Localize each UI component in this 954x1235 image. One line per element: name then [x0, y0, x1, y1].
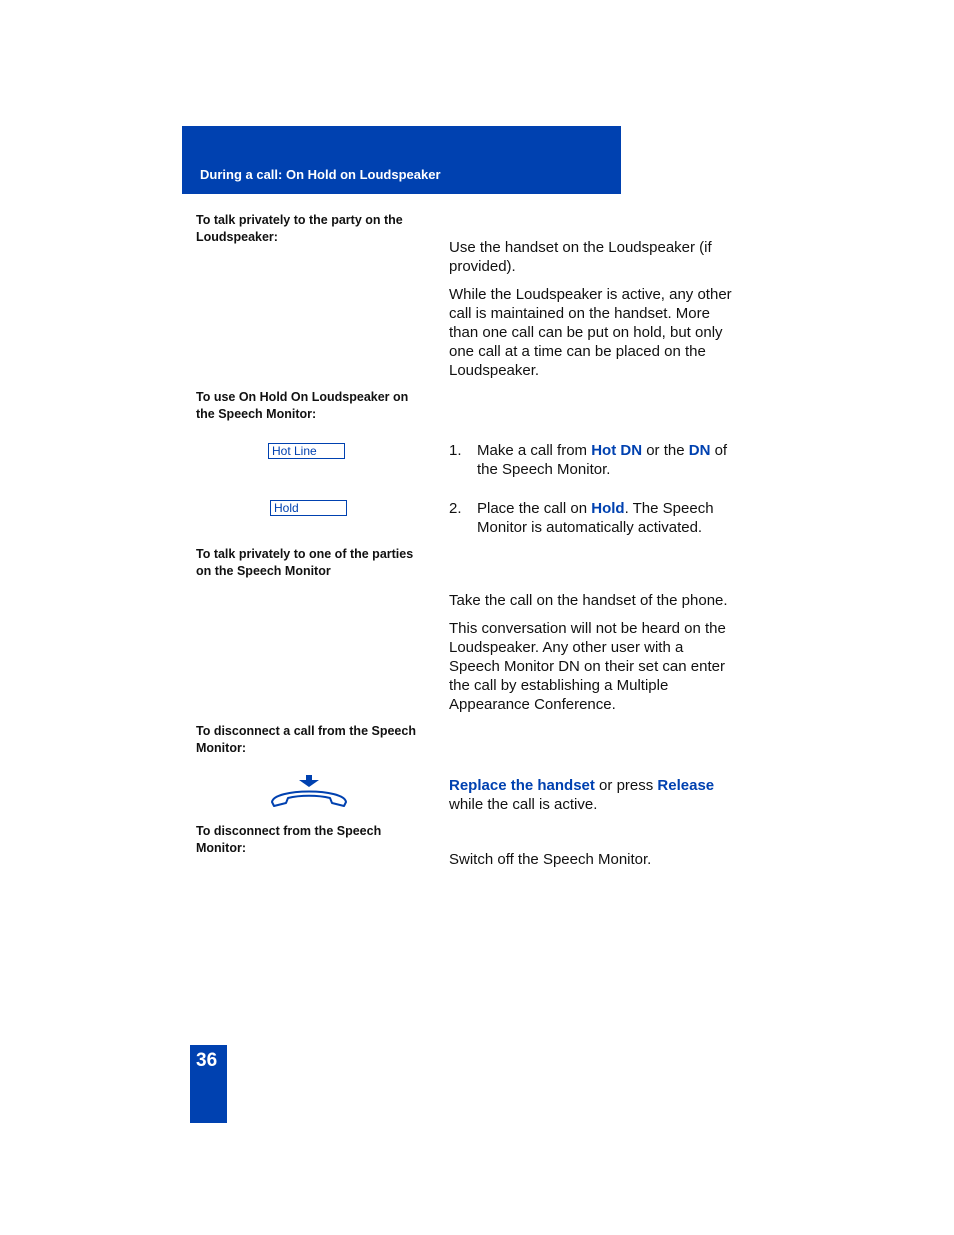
step-2-kw-hold: Hold — [591, 500, 625, 517]
step-1-kw-dn: DN — [688, 442, 711, 459]
text-switch-off: Switch off the Speech Monitor. — [449, 851, 652, 868]
text-replace-handset — [449, 776, 734, 814]
text-or-press: or press — [594, 777, 658, 794]
heading-use-on-hold: To use On Hold On Loudspeaker on the Speech Monitor: — [196, 390, 409, 421]
page-number-tab — [190, 1045, 227, 1123]
step-1-number: 1. — [449, 442, 462, 459]
handset-down-icon — [266, 774, 352, 810]
page-header-title: During a call: On Hold on Loudspeaker — [200, 167, 441, 182]
kw-replace-handset: Replace the handset — [449, 777, 595, 794]
step-2-text — [477, 499, 739, 537]
text-use-handset: Use the handset on the Loudspeaker (if provided). — [449, 239, 712, 275]
step-1-text — [477, 441, 739, 479]
kw-release: Release — [657, 777, 715, 794]
step-2-post: . The Speech Monitor is automatically activated. — [477, 500, 714, 536]
heading-talk-privately-loudspeaker: To talk privately to the party on the Loudspeaker: — [196, 213, 403, 244]
step-1-post: of the Speech Monitor. — [477, 442, 728, 478]
step-2-number: 2. — [449, 500, 462, 517]
step-1-kw-hot-dn: Hot DN — [591, 442, 643, 459]
heading-talk-privately-monitor: To talk privately to one of the parties on the Speech Monitor — [196, 547, 414, 578]
text-loudspeaker-active: While the Loudspeaker is active, any other call is maintained on the handset. More than one call can be put on hold, but only one call at a time can be placed on the Loudspeaker. — [449, 286, 732, 379]
step-2-pre: Place the call on — [477, 500, 592, 517]
hot-line-softkey[interactable]: Hot Line — [268, 443, 345, 459]
header-bar — [182, 126, 621, 194]
text-conversation-not-heard: This conversation will not be heard on the Loudspeaker. Any other user with a Speech Monitor DN on their set can enter the call by establishing a Multiple Appearance Conference. — [449, 620, 726, 713]
heading-disconnect-call: To disconnect a call from the Speech Monitor: — [196, 724, 416, 755]
page-number: 36 — [196, 1050, 218, 1071]
hold-softkey[interactable]: Hold — [270, 500, 347, 516]
text-while-active: while the call is active. — [449, 796, 598, 813]
text-take-call: Take the call on the handset of the phone. — [449, 592, 728, 609]
heading-disconnect-monitor: To disconnect from the Speech Monitor: — [196, 824, 382, 855]
step-1-mid: or the — [642, 442, 689, 459]
step-1-pre: Make a call from — [477, 442, 592, 459]
